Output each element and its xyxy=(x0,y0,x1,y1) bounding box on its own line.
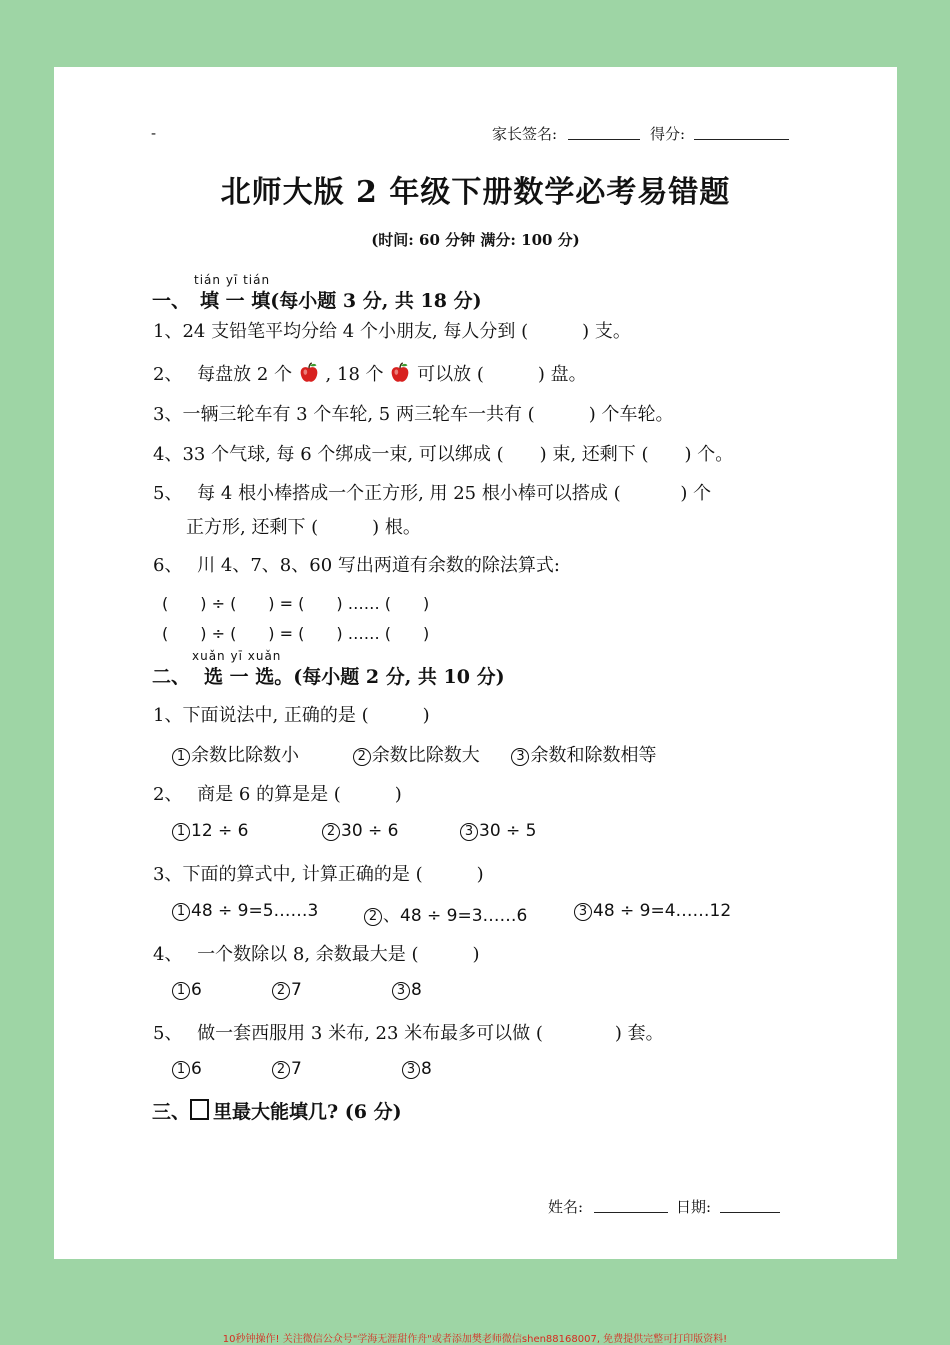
name-field[interactable] xyxy=(594,1198,668,1213)
s2-q1-option-3[interactable]: 3 余数和除数相等 xyxy=(511,745,656,766)
section3-number: 三、 xyxy=(152,1101,191,1123)
s2-q4-option-3[interactable]: 3 8 xyxy=(392,980,422,1000)
section1-pinyin: tián yī tián xyxy=(194,273,271,287)
s1-question-3: 3、一辆三轮车有 3 个车轮, 5 两三轮车一共有 ( ) 个车轮。 xyxy=(153,404,674,425)
s2-q2-option-3[interactable]: 3 30 ÷ 5 xyxy=(460,821,537,841)
circled-number-icon: 1 xyxy=(172,903,190,921)
s2-q4-option-1[interactable]: 1 6 xyxy=(172,980,202,1000)
s2-q2-option-2[interactable]: 2 30 ÷ 6 xyxy=(322,821,399,841)
s2-q1-option-2[interactable]: 2 余数比除数大 xyxy=(353,745,480,766)
s2-q3-option-3[interactable]: 3 48 ÷ 9=4……12 xyxy=(574,901,731,921)
circled-number-icon: 2 xyxy=(272,1061,290,1079)
s1-question-4: 4、33 个气球, 每 6 个绑成一束, 可以绑成 ( ) 束, 还剩下 ( ) 个。 xyxy=(153,444,734,465)
worksheet-paper xyxy=(54,67,897,1259)
s1-question-5-line1: 5、 每 4 根小棒搭成一个正方形, 用 25 根小棒可以搭成 ( ) 个 xyxy=(153,483,712,504)
date-label: 日期: xyxy=(676,1198,712,1216)
s1-question-6: 6、 川 4、7、8、60 写出两道有余数的除法算式: xyxy=(153,555,560,576)
s2-q1-option-1[interactable]: 1 余数比除数小 xyxy=(172,745,299,766)
section1-note: (每小题 3 分, 共 18 分) xyxy=(270,290,482,312)
s1-equation-1: ( ) ÷ ( ) = ( ) …… ( ) xyxy=(162,594,430,613)
s1-question-1: 1、24 支铅笔平均分给 4 个小朋友, 每人分到 ( ) 支。 xyxy=(153,321,631,342)
section2-number: 二、 xyxy=(152,666,191,688)
circled-number-icon: 2 xyxy=(272,982,290,1000)
s2-q5-option-3[interactable]: 3 8 xyxy=(402,1059,432,1079)
score-label: 得分: xyxy=(650,125,686,143)
section1-title: 填 一 填 xyxy=(200,290,271,312)
circled-number-icon: 3 xyxy=(460,823,478,841)
s2-question-5: 5、 做一套西服用 3 米布, 23 米布最多可以做 ( ) 套。 xyxy=(153,1023,664,1044)
section2-pinyin: xuǎn yī xuǎn xyxy=(192,649,282,663)
section2-note: 。(每小题 2 分, 共 10 分) xyxy=(274,666,505,688)
s1-q2-part-c: 可以放 ( ) 盘。 xyxy=(417,364,587,385)
s1-q2-part-a: 2、 每盘放 2 个 xyxy=(153,364,293,385)
section3-heading xyxy=(152,1097,402,1124)
s2-q3-option-1[interactable]: 1 48 ÷ 9=5……3 xyxy=(172,901,318,921)
parent-sign-label: 家长签名: xyxy=(492,125,558,143)
circled-number-icon: 1 xyxy=(172,982,190,1000)
apple-icon xyxy=(389,362,411,384)
empty-square-icon xyxy=(190,1099,209,1120)
apple-icon xyxy=(298,362,320,384)
circled-number-icon: 1 xyxy=(172,823,190,841)
s2-q5-option-1[interactable]: 1 6 xyxy=(172,1059,202,1079)
s2-q3-option-2[interactable]: 2 、48 ÷ 9=3……6 xyxy=(364,901,527,926)
page-title: 北师大版 2 年级下册数学必考易错题 xyxy=(220,175,731,210)
circled-number-icon: 2 xyxy=(322,823,340,841)
section1-number: 一、 xyxy=(152,290,191,312)
s2-q4-option-2[interactable]: 2 7 xyxy=(272,980,302,1000)
circled-number-icon: 1 xyxy=(172,1061,190,1079)
s2-q2-option-1[interactable]: 1 12 ÷ 6 xyxy=(172,821,249,841)
circled-number-icon: 3 xyxy=(392,982,410,1000)
s2-question-3: 3、下面的算式中, 计算正确的是 ( ) xyxy=(153,864,484,885)
circled-number-icon: 2 xyxy=(353,748,371,766)
s2-q5-option-2[interactable]: 2 7 xyxy=(272,1059,302,1079)
s2-question-1: 1、下面说法中, 正确的是 ( ) xyxy=(153,705,430,726)
s1-question-5-line2: 正方形, 还剩下 ( ) 根。 xyxy=(186,517,421,538)
date-field[interactable] xyxy=(720,1198,780,1213)
section2-heading xyxy=(152,662,505,689)
page-subtitle: (时间: 60 分钟 满分: 100 分) xyxy=(371,231,580,249)
circled-number-icon: 3 xyxy=(402,1061,420,1079)
header-dot: - xyxy=(151,124,157,142)
circled-number-icon: 3 xyxy=(574,903,592,921)
s1-equation-2: ( ) ÷ ( ) = ( ) …… ( ) xyxy=(162,624,430,643)
section3-text: 里最大能填几? (6 分) xyxy=(213,1101,402,1123)
s2-q1-options xyxy=(172,741,656,767)
promo-footer: 10秒钟操作! 关注微信公众号"学海无涯甜作舟"或者添加樊老师微信shen88168007, 免费提供完整可打印版资料! xyxy=(222,1334,728,1345)
parent-sign-field[interactable] xyxy=(568,125,640,140)
section1-heading xyxy=(152,286,482,313)
circled-number-icon: 2 xyxy=(364,908,382,926)
s2-question-4: 4、 一个数除以 8, 余数最大是 ( ) xyxy=(153,944,480,965)
s1-question-2 xyxy=(153,360,587,386)
circled-number-icon: 3 xyxy=(511,748,529,766)
section2-title: 选 一 选 xyxy=(204,666,275,688)
circled-number-icon: 1 xyxy=(172,748,190,766)
s1-q2-part-b: , 18 个 xyxy=(325,364,384,385)
s2-question-2: 2、 商是 6 的算是是 ( ) xyxy=(153,784,402,805)
name-label: 姓名: xyxy=(548,1198,584,1216)
score-field[interactable] xyxy=(694,125,789,140)
